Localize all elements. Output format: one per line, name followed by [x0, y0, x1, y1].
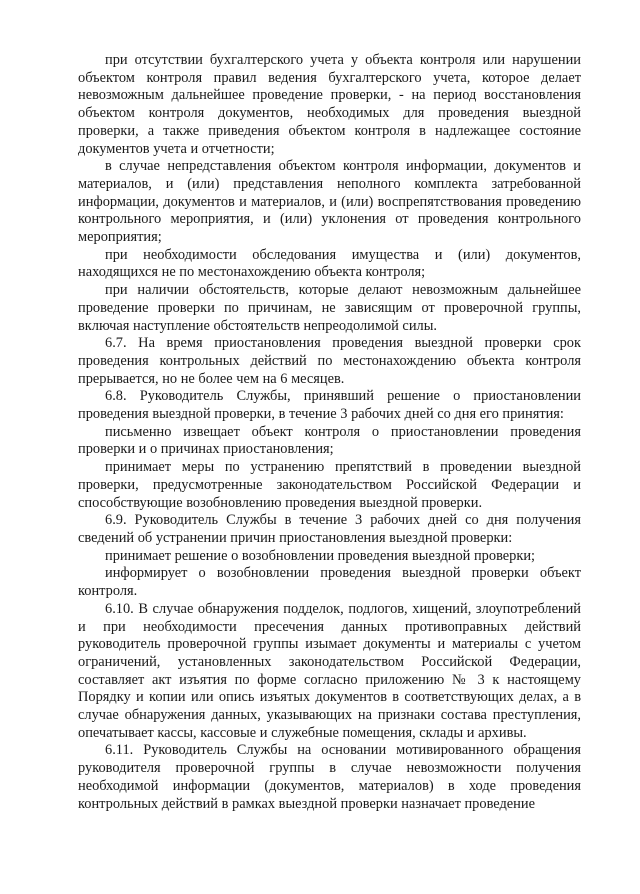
- paragraph-non-submission: в случае непредставления объектом контроля информации, документов и материалов, и (или) представления неполного комплекта затребованной информации, документов и материалов, и (или) воспрепятствования проведению контрольного мероприятия, и (или) уклонения от проведения контрольного мероприятия;: [78, 158, 581, 246]
- paragraph-remove-obstacles: принимает меры по устранению препятствий в проведении выездной проверки, предусмотренные законодательством Российской Федерации и способствующие возобновлению проведения выездной проверки.: [78, 459, 581, 511]
- paragraph-property-inspection: при необходимости обследования имущества и (или) документов, находящихся не по местонахождению объекта контроля;: [78, 246, 581, 281]
- clause-6-10: 6.10. В случае обнаружения подделок, подлогов, хищений, злоупотреблений и при необходимости пресечения данных противоправных действий руководитель проверочной группы изымает документы и материалы с учетом ограничений, установленных законодательством Российской Федерации, составляет акт изъятия по форме согласно приложению № 3 к настоящему Порядку и копии или опись изъятых документов в соответствующих делах, а в случае обнаружения данных, указывающих на признаки состава преступления, опечатывает кассы, кассовые и служебные помещения, склады и архивы.: [78, 600, 581, 741]
- paragraph-resume-decision: принимает решение о возобновлении проведения выездной проверки;: [105, 547, 536, 564]
- clause-6-11: 6.11. Руководитель Службы на основании мотивированного обращения руководителя проверочной группы в случае невозможности получения необходимой информации (документов, материалов) в ходе проведения контрольных действий в рамках выездной проверки назначает проведение: [78, 742, 581, 812]
- paragraph-force-majeure: при наличии обстоятельств, которые делают невозможным дальнейшее проведение проверки по причинам, не зависящим от проверочной группы, включая наступление обстоятельств непреодолимой силы.: [78, 282, 581, 334]
- paragraph-notify-object: письменно извещает объект контроля о приостановлении проведения проверки и о причинах приостановления;: [78, 423, 581, 458]
- clause-6-9: 6.9. Руководитель Службы в течение 3 рабочих дней со дня получения сведений об устранении причин приостановления выездной проверки:: [78, 512, 581, 546]
- paragraph-inform-resume: информирует о возобновлении проведения выездной проверки объект контроля.: [78, 565, 581, 600]
- clause-6-8: 6.8. Руководитель Службы, принявший решение о приостановлении проведения выездной проверки, в течение 3 рабочих дней со дня его принятия:: [78, 388, 581, 423]
- clause-6-7: 6.7. На время приостановления проведения выездной проверки срок проведения контрольных действий по местонахождению объекта контроля прерывается, но не более чем на 6 месяцев.: [78, 335, 581, 387]
- paragraph-no-accounting: при отсутствии бухгалтерского учета у объекта контроля или нарушении объектом контроля правил ведения бухгалтерского учета, которое делает невозможным дальнейшее проведение проверки, - на период восстановления объектом контроля документов, необходимых для проведения выездной проверки, а также приведения объектом контроля в надлежащее состояние документов учета и отчетности;: [78, 52, 581, 157]
